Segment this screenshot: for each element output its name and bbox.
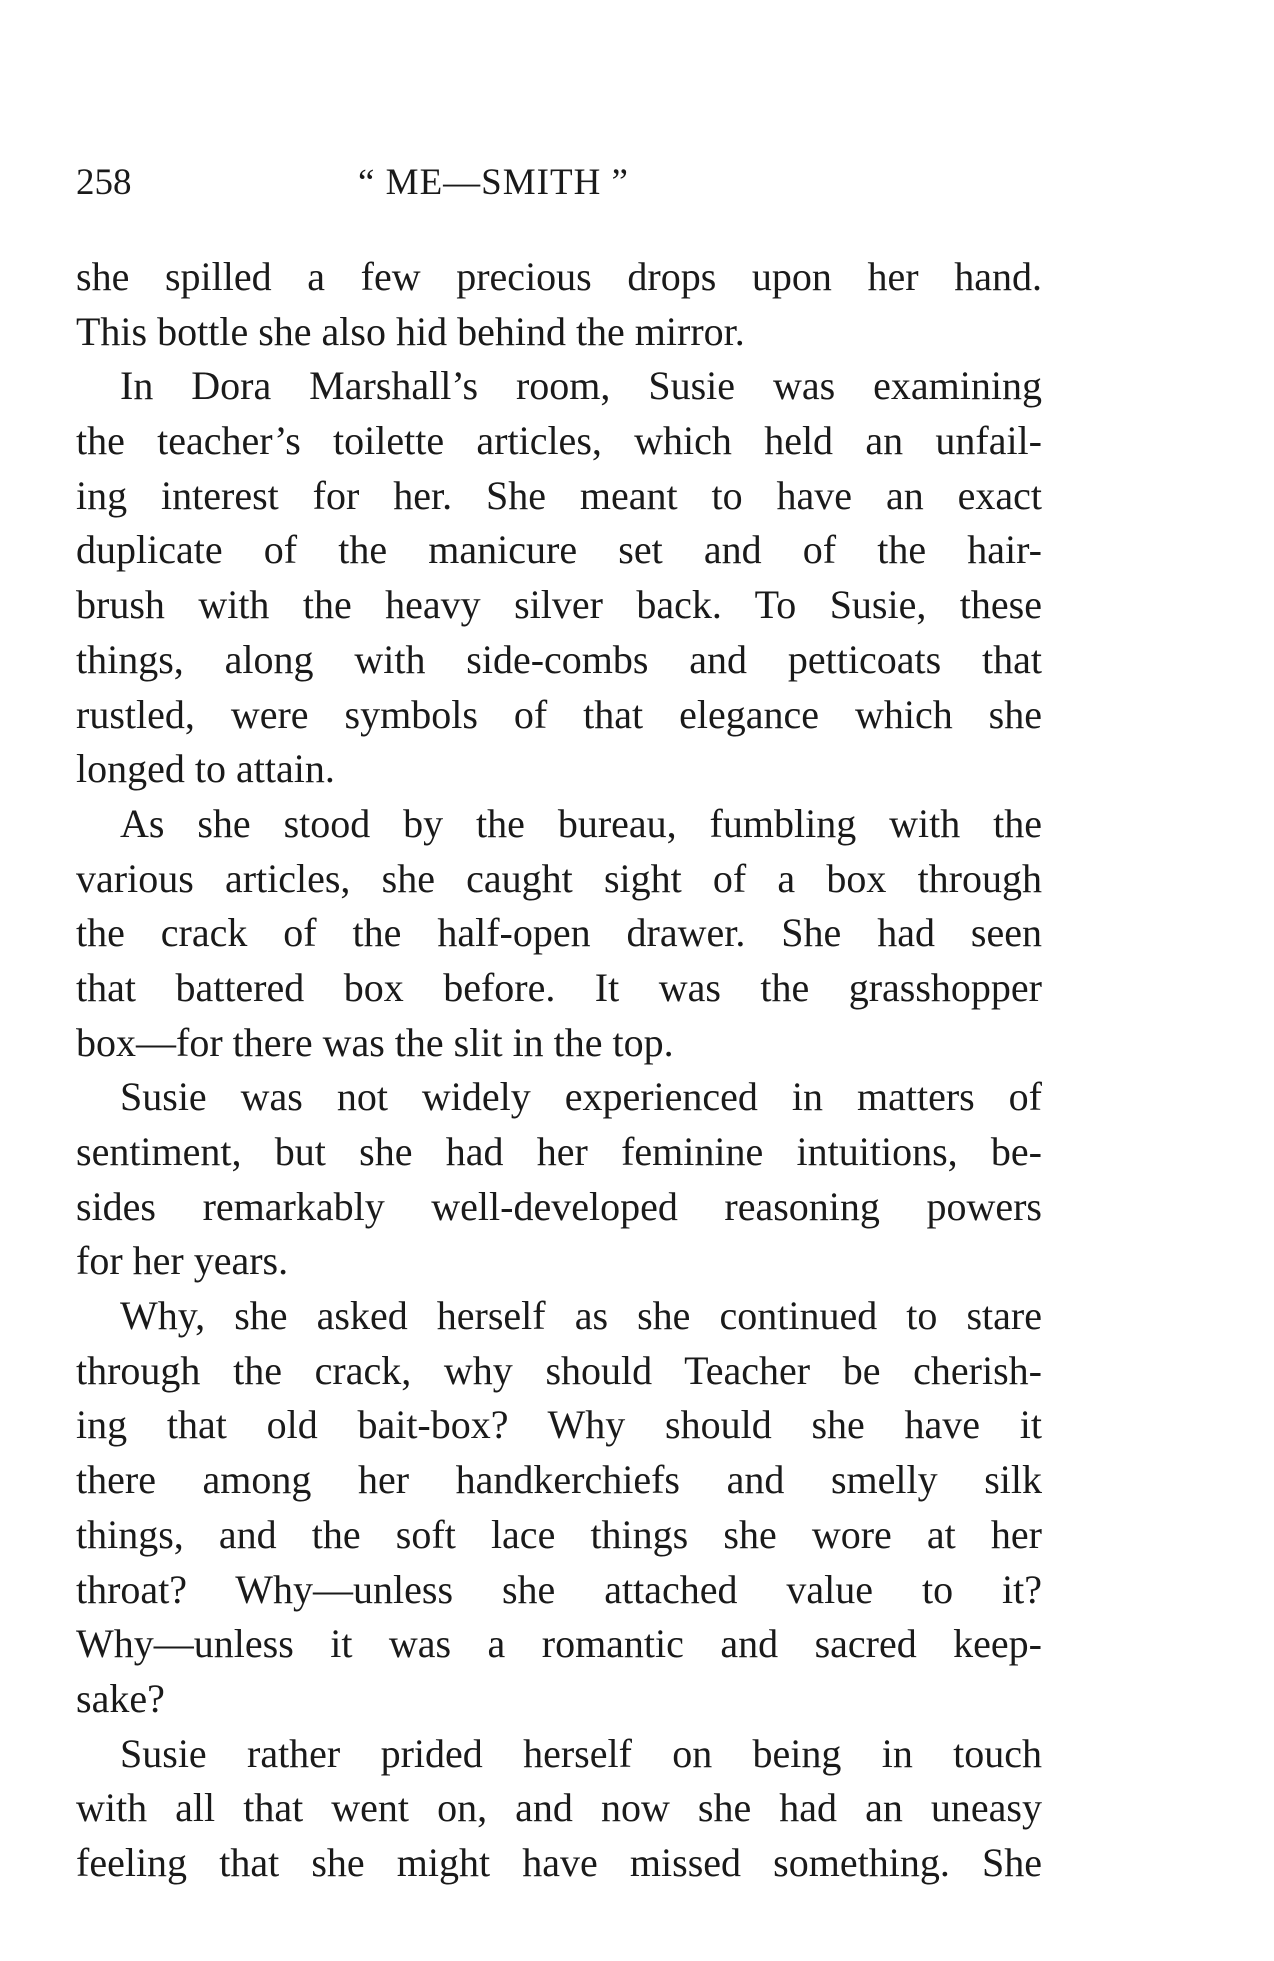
text-line: As she stood by the bureau, fumbling with the: [120, 800, 1042, 846]
text-line: sides remarkably well-developed reasoning powers: [76, 1183, 1042, 1229]
text-line: Why, she asked herself as she continued to stare: [120, 1293, 1042, 1339]
text-line: rustled, were symbols of that elegance which she: [76, 691, 1042, 737]
text-line: that battered box before. It was the grasshopper: [76, 964, 1042, 1010]
text-line: through the crack, why should Teacher be cherish-: [76, 1347, 1042, 1393]
text-line: with all that went on, and now she had an uneasy: [76, 1785, 1042, 1831]
text-line: sentiment, but she had her feminine intuitions, be-: [76, 1129, 1042, 1174]
text-line: box—for there was the slit in the top.: [76, 1019, 674, 1065]
text-line: sake?: [76, 1675, 165, 1721]
text-line: things, along with side-combs and petticoats that: [76, 636, 1042, 682]
text-line: Susie rather prided herself on being in touch: [120, 1730, 1042, 1776]
text-line: various articles, she caught sight of a box through: [76, 855, 1042, 901]
running-title: “ ME—SMITH ”: [358, 162, 629, 203]
text-line: she spilled a few precious drops upon her hand.: [76, 254, 1042, 299]
text-line: ing interest for her. She meant to have an exact: [76, 472, 1042, 518]
body-text: [76, 250, 1042, 1891]
text-line: for her years.: [76, 1238, 289, 1284]
text-line: In Dora Marshall’s room, Susie was examining: [120, 363, 1042, 409]
text-line: throat? Why—unless she attached value to it?: [76, 1566, 1042, 1612]
text-line: longed to attain.: [76, 746, 335, 792]
text-line: the teacher’s toilette articles, which held an unfail-: [76, 418, 1042, 464]
text-line: feeling that she might have missed something. She: [76, 1839, 1042, 1885]
page-number: 258: [76, 162, 132, 203]
text-line: duplicate of the manicure set and of the hair-: [76, 527, 1042, 573]
text-line: there among her handkerchiefs and smelly silk: [76, 1457, 1042, 1503]
text-line: This bottle she also hid behind the mirror.: [76, 308, 745, 354]
running-head: [76, 158, 1036, 208]
text-line: ing that old bait-box? Why should she have it: [76, 1402, 1042, 1448]
text-line: the crack of the half-open drawer. She had seen: [76, 910, 1042, 956]
text-line: things, and the soft lace things she wore at her: [76, 1511, 1042, 1557]
text-line: brush with the heavy silver back. To Susie, these: [76, 582, 1042, 628]
text-line: Why—unless it was a romantic and sacred keep-: [76, 1621, 1042, 1667]
text-line: Susie was not widely experienced in matters of: [120, 1074, 1042, 1120]
